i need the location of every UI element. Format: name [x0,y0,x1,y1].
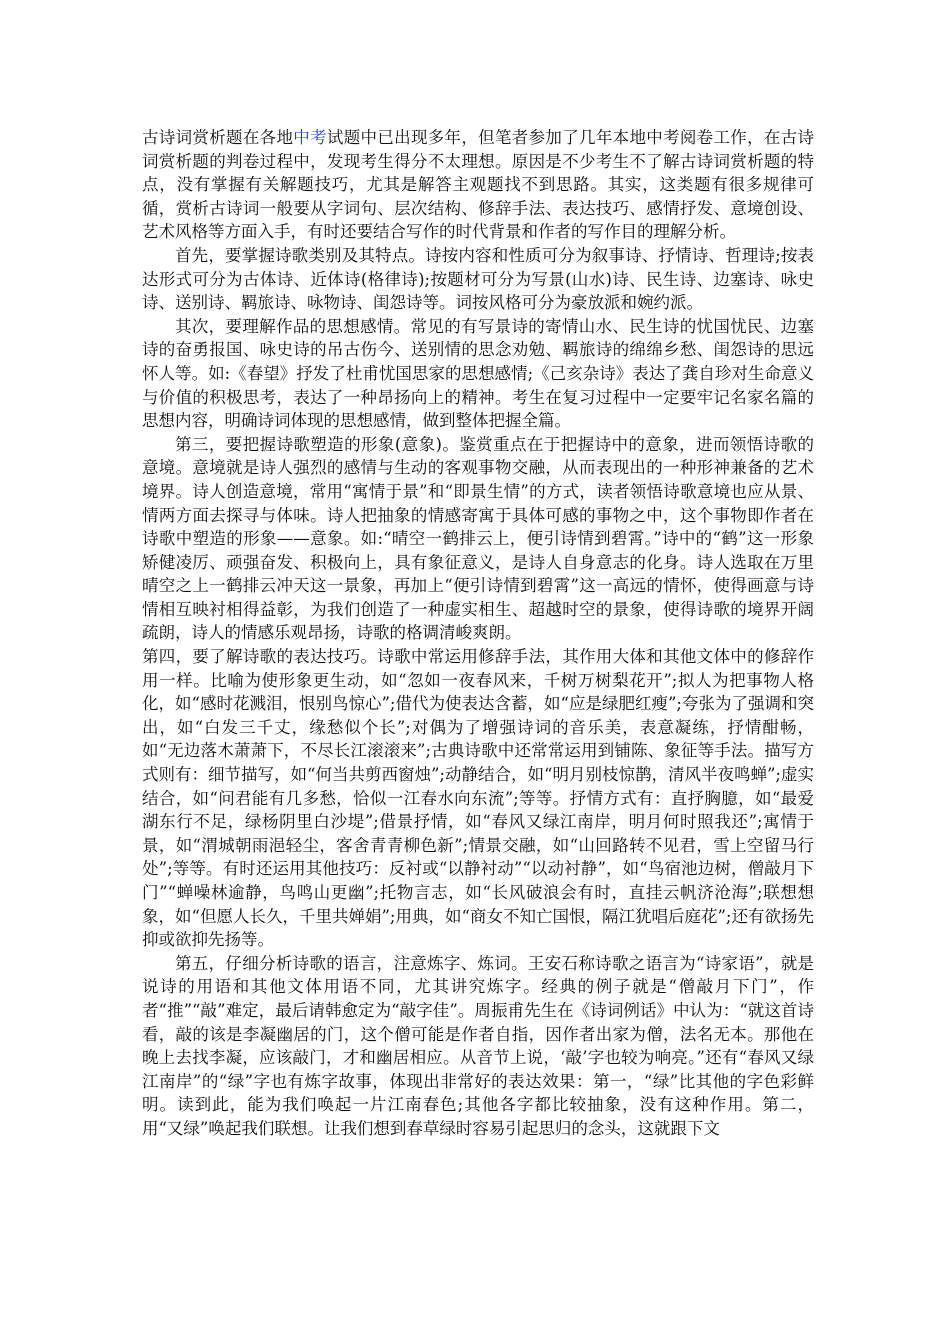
paragraph-imagery: 第三，要把握诗歌塑造的形象(意象)。鉴赏重点在于把握诗中的意象，进而领悟诗歌的意境。意境就是诗人强烈的感情与生动的客观事物交融，从而表现出的一种形神兼备的艺术境界。诗人创造意境，常用“寓情于景”和“即景生情”的方式，读者领悟诗歌意境也应从景、情两方面去探寻与体味。诗人把抽象的情感寄寓于具体可感的事物之中，这个事物即作者在诗歌中塑造的形象——意象。如:“晴空一鹤排云上，便引诗情到碧霄。”诗中的“鹤”这一形象矫健凌厉、顽强奋发、积极向上，具有象征意义，是诗人自身意志的化身。诗人选取在万里晴空之上一鹤排云冲天这一景象，再加上“便引诗情到碧霄”这一高远的情怀，使得画意与诗情相互映衬相得益彰，为我们创造了一种虚实相生、超越时空的景象，使得诗歌的境界开阔疏朗，诗人的情感乐观昂扬，诗歌的格调清峻爽朗。 [142,434,814,643]
paragraph-poetry-types: 首先，要掌握诗歌类别及其特点。诗按内容和性质可分为叙事诗、抒情诗、哲理诗;按表达形式可分为古体诗、近体诗(格律诗);按题材可分为写景(山水)诗、民生诗、边塞诗、咏史诗、送别诗、羁旅诗、咏物诗、闺怨诗等。词按风格可分为豪放派和婉约派。 [142,245,814,313]
intro-text-before: 古诗词赏析题在各地 [142,128,294,147]
intro-text-after: 试题中已出现多年，但笔者参加了几年本地中考阅卷工作，在古诗词赏析题的判卷过程中，发现考生得分不太理想。原因是不少考生不了解古诗词赏析题的特点，没有掌握有关解题技巧，尤其是解答主观题找不到思路。其实，这类题有很多规律可循，赏析古诗词一般要从字词句、层次结构、修辞手法、表达技巧、感情抒发、意境创设、艺术风格等方面入手，有时还要结合写作的时代背景和作者的写作目的理解分析。 [142,128,815,242]
zhongkao-link[interactable]: 中考 [293,128,327,147]
paragraph-techniques: 第四，要了解诗歌的表达技巧。诗歌中常运用修辞手法，其作用大体和其他文体中的修辞作用一样。比喻为使形象更生动，如“忽如一夜春风来，千树万树梨花开”;拟人为把事物人格化，如“感时花溅泪，恨别鸟惊心”;借代为使表达含蓄，如“应是绿肥红瘦”;夸张为了强调和突出，如“白发三千丈，缘愁似个长”;对偶为了增强诗词的音乐美，表意凝练，抒情酣畅，如“无边落木萧萧下，不尽长江滚滚来”;古典诗歌中还常常运用到铺陈、象征等手法。描写方式则有：细节描写，如“何当共剪西窗烛”;动静结合，如“明月别枝惊鹊，清风半夜鸣蝉”;虚实结合，如“问君能有几多愁，恰似一江春水向东流”;等等。抒情方式有：直抒胸臆，如“最爱湖东行不足，绿杨阴里白沙堤”;借景抒情，如“春风又绿江南岸，明月何时照我还”;寓情于景，如“渭城朝雨浥轻尘，客舍青青柳色新”;情景交融，如“山回路转不见君，雪上空留马行处”;等等。有时还运用其他技巧：反衬或“以静衬动”“以动衬静”，如“鸟宿池边树，僧敲月下门”“蝉噪林逾静，鸟鸣山更幽”;托物言志，如“长风破浪会有时，直挂云帆济沧海”;联想想象，如“但愿人长久，千里共婵娟”;用典，如“商女不知亡国恨，隔江犹唱后庭花”;还有欲扬先抑或欲抑先扬等。 [142,647,814,950]
article-body [142,126,814,1141]
paragraph-language: 第五，仔细分析诗歌的语言，注意炼字、炼词。王安石称诗歌之语言为“诗家语”，就是说诗的用语和其他文体用语不同，尤其讲究炼字。经典的例子就是“僧敲月下门”，作者“推”“敲”难定，最后请韩愈定为“敲字佳”。周振甫先生在《诗词例话》中认为：“就这首诗看，敲的该是李凝幽居的门，这个僧可能是作者自指，因作者出家为僧，法名无本。那他在晚上去找李凝，应该敲门，才和幽居相应。从音节上说，‘敲’字也较为响亮。”还有“春风又绿江南岸”的“绿”字也有炼字故事，体现出非常好的表达效果：第一，“绿”比其他的字色彩鲜明。读到此，能为我们唤起一片江南春色;其他各字都比较抽象，没有这种作用。第二，用“又绿”唤起我们联想。让我们想到春草绿时容易引起思归的念头，这就跟下文 [142,953,814,1138]
intro-paragraph [142,126,814,244]
paragraph-thoughts-feelings: 其次，要理解作品的思想感情。常见的有写景诗的寄情山水、民生诗的忧国忧民、边塞诗的奋勇报国、咏史诗的吊古伤今、送别情的思念劝勉、羁旅诗的绵绵乡愁、闺怨诗的思远怀人等。如:《春望》抒发了杜甫忧国思家的思想感情;《己亥杂诗》表达了龚自珍对生命意义与价值的积极思考，表达了一种昂扬向上的精神。考生在复习过程中一定要牢记名家名篇的思想内容，明确诗词体现的思想感情，做到整体把握全篇。 [142,316,814,431]
